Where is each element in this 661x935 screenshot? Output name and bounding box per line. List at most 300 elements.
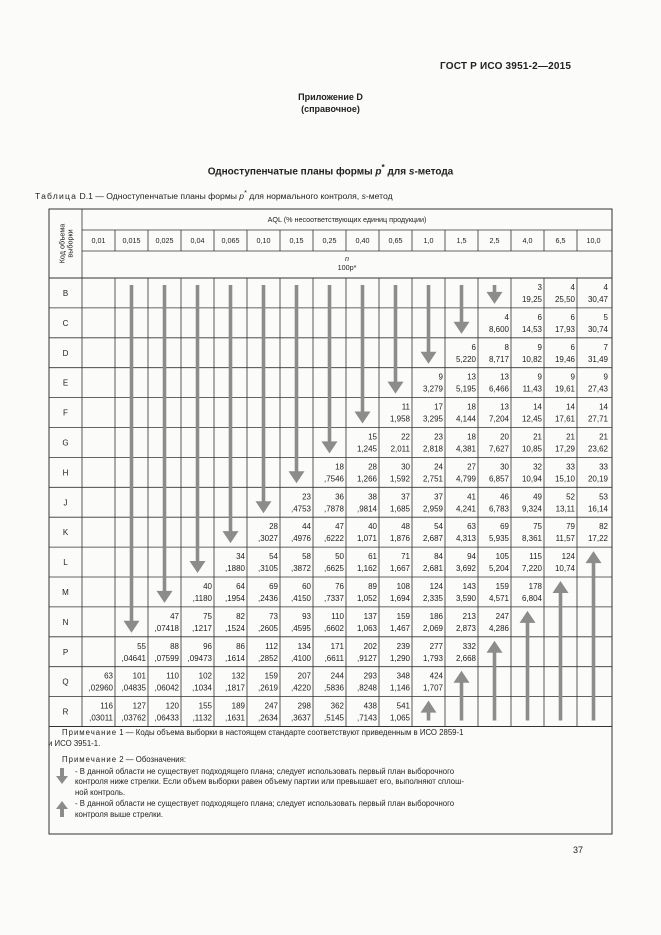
sample-size-n: 50 xyxy=(335,552,344,562)
down-arrow-icon xyxy=(289,285,305,483)
sample-size-n: 8 xyxy=(504,342,509,352)
sample-size-n: 40 xyxy=(368,522,377,532)
up-arrow-icon xyxy=(56,801,68,817)
down-arrow-icon xyxy=(157,285,173,603)
sample-size-n: 82 xyxy=(236,611,245,621)
sample-size-n: 9 xyxy=(603,372,608,382)
p-star-value: 1,063 xyxy=(356,623,377,633)
aql-value: 1,5 xyxy=(456,236,467,245)
up-arrow-icon xyxy=(586,551,602,720)
p-star-value: 16,14 xyxy=(587,504,608,514)
p-star-value: ,1880 xyxy=(224,564,245,574)
sample-size-n: 49 xyxy=(533,492,542,502)
sample-size-code: P xyxy=(62,647,69,657)
p-star-value: ,6222 xyxy=(323,534,344,544)
sample-size-n: 73 xyxy=(269,611,278,621)
sample-size-n: 11 xyxy=(401,402,410,412)
up-arrow-icon xyxy=(454,671,470,721)
sample-size-n: 40 xyxy=(203,582,212,591)
p-star-value: 5,195 xyxy=(455,384,476,394)
aql-value: 0,065 xyxy=(221,236,240,245)
sample-size-n: 55 xyxy=(137,641,146,651)
sample-size-n: 6 xyxy=(471,342,476,352)
down-arrow-icon xyxy=(454,285,470,334)
down-arrow-icon xyxy=(322,285,338,453)
p-star-value: 2,687 xyxy=(422,534,443,544)
sample-size-n: 53 xyxy=(599,492,608,502)
p-star-value: 11,43 xyxy=(522,384,542,394)
sample-size-n: 88 xyxy=(170,641,179,651)
sample-size-code: E xyxy=(62,378,69,388)
sample-size-n: 76 xyxy=(335,582,344,591)
down-arrow-icon xyxy=(190,285,206,573)
p-star-value: 1,290 xyxy=(389,653,410,663)
p-star-value: 3,279 xyxy=(422,384,443,394)
notes-block xyxy=(48,728,464,820)
aql-value: 0,25 xyxy=(322,236,337,245)
sample-size-n: 69 xyxy=(500,522,509,532)
sample-size-code: R xyxy=(62,707,69,717)
sample-size-n: 108 xyxy=(396,582,410,591)
p-star-value: ,6625 xyxy=(323,564,344,574)
aql-value: 0,40 xyxy=(355,236,370,245)
sample-size-n: 348 xyxy=(396,671,410,681)
p-star-value: 5,935 xyxy=(488,534,509,544)
p-star-value: 23,62 xyxy=(587,444,608,454)
sample-size-n: 124 xyxy=(561,552,575,562)
p-star-value: 2,668 xyxy=(455,653,476,663)
sample-size-n: 541 xyxy=(396,701,410,711)
aql-value: 2,5 xyxy=(489,236,500,245)
p-star-value: ,06433 xyxy=(154,713,179,723)
down-arrow-icon xyxy=(56,768,68,784)
p-star-value: 11,57 xyxy=(555,534,575,544)
p-star-value: 2,751 xyxy=(422,474,443,484)
p-star-value: ,1217 xyxy=(191,623,212,633)
sample-size-n: 54 xyxy=(434,522,443,532)
aql-value: 0,15 xyxy=(289,236,304,245)
p-star-value: 10,74 xyxy=(554,564,575,574)
aql-value: 1,0 xyxy=(423,236,434,245)
sample-size-n: 171 xyxy=(330,641,344,651)
p-star-value: 8,361 xyxy=(521,534,542,544)
p-star-value: 27,43 xyxy=(587,384,608,394)
aql-value: 4,0 xyxy=(522,236,533,245)
up-arrow-icon xyxy=(487,641,503,721)
p-star-value: ,2436 xyxy=(257,594,278,603)
sample-size-n: 30 xyxy=(401,462,410,472)
p-star-value: ,1614 xyxy=(224,653,245,663)
aql-value: 0,015 xyxy=(122,236,141,245)
p-star-value: 1,876 xyxy=(389,534,410,544)
sample-size-n: 159 xyxy=(396,611,410,621)
sample-size-n: 143 xyxy=(462,582,476,591)
note-2: Примечание 2 — Обозначения: xyxy=(62,755,187,764)
p-star-value: 1,071 xyxy=(356,534,377,544)
p-star-value: 17,29 xyxy=(554,444,575,454)
sample-size-code: M xyxy=(62,587,69,597)
p-star-value: 6,804 xyxy=(521,594,542,603)
p-star-value: 2,335 xyxy=(422,594,443,603)
p-star-value: 1,667 xyxy=(389,564,410,574)
sample-size-n: 21 xyxy=(533,432,542,442)
p-star-value: 3,590 xyxy=(455,594,476,603)
p-star-value: 30,47 xyxy=(587,295,608,304)
p-star-value: 6,466 xyxy=(488,384,509,394)
p-star-value: ,1954 xyxy=(224,594,245,603)
sample-size-n: 79 xyxy=(566,522,575,532)
sample-size-n: 244 xyxy=(330,671,344,681)
p-star-value: ,7546 xyxy=(323,474,344,484)
p-star-value: ,02960 xyxy=(88,683,113,693)
p-star-value: ,2852 xyxy=(257,653,278,663)
p-star-value: 6,857 xyxy=(488,474,509,484)
sample-size-n: 6 xyxy=(537,312,542,322)
sample-size-n: 7 xyxy=(603,342,608,352)
sample-size-n: 41 xyxy=(467,492,476,502)
p-star-value: 5,204 xyxy=(488,564,509,574)
p-star-value: ,03011 xyxy=(89,713,113,723)
p-star-value: 19,61 xyxy=(554,384,575,394)
p-star-value: ,1631 xyxy=(224,713,245,723)
sample-size-n: 37 xyxy=(434,492,443,502)
sample-size-n: 58 xyxy=(302,552,311,562)
p-star-value: ,07418 xyxy=(154,623,179,633)
p-star-value: ,9127 xyxy=(356,653,377,663)
sample-size-n: 13 xyxy=(500,372,509,382)
p-star-value: 5,220 xyxy=(455,354,476,364)
p-star-value: 1,467 xyxy=(389,623,410,633)
down-arrow-icon xyxy=(421,285,437,364)
p-star-value: 12,45 xyxy=(521,414,542,424)
p-star-value: 1,707 xyxy=(422,683,443,693)
sample-size-n: 69 xyxy=(269,582,278,591)
sample-size-n: 47 xyxy=(170,611,179,621)
p-star-value: ,1524 xyxy=(224,623,245,633)
p-star-value: ,5145 xyxy=(323,713,344,723)
down-arrow-icon xyxy=(256,285,272,513)
p-star-value: ,8248 xyxy=(356,683,377,693)
sample-size-n: 30 xyxy=(500,462,509,472)
sample-size-n: 332 xyxy=(462,641,476,651)
p-star-value: ,04641 xyxy=(121,653,146,663)
sample-size-code: C xyxy=(62,318,69,328)
p-star-value: 2,069 xyxy=(422,623,443,633)
p-star-value: 4,313 xyxy=(455,534,476,544)
sample-size-n: 4 xyxy=(504,312,509,322)
p-star-value: ,6602 xyxy=(323,623,344,633)
p-star-value: ,2619 xyxy=(257,683,278,693)
p-star-value: ,06042 xyxy=(154,683,179,693)
p-star-value: ,9814 xyxy=(356,504,377,514)
table-caption: Таблица D.1 — Одноступенчатые планы формы p* для нормального контроля, s-метод xyxy=(35,189,393,201)
sample-size-n: 159 xyxy=(264,671,278,681)
sample-size-n: 94 xyxy=(467,552,476,562)
p-star-value: ,1817 xyxy=(224,683,245,693)
p-star-value: 8,600 xyxy=(488,324,509,334)
sample-size-n: 186 xyxy=(429,611,443,621)
sample-size-n: 27 xyxy=(467,462,476,472)
sample-size-n: 14 xyxy=(566,402,575,412)
sample-size-n: 4 xyxy=(603,283,608,292)
p-star-value: 25,50 xyxy=(554,295,575,304)
sample-size-n: 28 xyxy=(269,522,278,532)
page-number: 37 xyxy=(573,845,584,855)
aql-value: 6,5 xyxy=(555,236,566,245)
p-star-value: ,7143 xyxy=(356,713,377,723)
sample-size-n: 110 xyxy=(331,611,344,621)
sample-size-code: K xyxy=(62,528,69,538)
p-star-value: 7,204 xyxy=(488,414,509,424)
sample-size-n: 20 xyxy=(500,432,509,442)
p-star-value: ,03762 xyxy=(121,713,146,723)
p-star-value: 9,324 xyxy=(521,504,542,514)
sample-size-n: 60 xyxy=(302,582,311,591)
p-star-value: 4,241 xyxy=(455,504,476,514)
sample-size-n: 89 xyxy=(368,582,377,591)
sample-size-n: 14 xyxy=(599,402,608,412)
sample-size-n: 23 xyxy=(302,492,311,502)
p-star-value: 31,49 xyxy=(587,354,608,364)
p-star-value: 19,46 xyxy=(554,354,575,364)
p-star-value: 17,93 xyxy=(554,324,575,334)
p-star-value: ,3872 xyxy=(290,564,311,574)
standard-number: ГОСТ Р ИСО 3951-2—2015 xyxy=(440,61,572,72)
p-star-value: ,6611 xyxy=(324,653,344,663)
sample-size-n: 9 xyxy=(438,372,443,382)
sample-size-n: 36 xyxy=(335,492,344,502)
sample-size-n: 112 xyxy=(265,641,278,651)
sample-size-n: 105 xyxy=(495,552,509,562)
p-star-value: ,4100 xyxy=(290,653,311,663)
sample-size-n: 202 xyxy=(363,641,377,651)
sample-size-code: N xyxy=(62,617,69,627)
sample-size-n: 4 xyxy=(570,283,575,292)
sample-size-n: 9 xyxy=(537,342,542,352)
p-star-value: 10,82 xyxy=(521,354,542,364)
aql-value: 0,04 xyxy=(190,236,205,245)
n-label: n xyxy=(345,254,349,263)
p-star-value: 1,592 xyxy=(389,474,410,484)
sample-size-n: 75 xyxy=(203,611,212,621)
p-star-value: 1,065 xyxy=(389,713,410,723)
sample-size-n: 239 xyxy=(396,641,410,651)
sample-size-n: 213 xyxy=(462,611,476,621)
sample-size-n: 28 xyxy=(368,462,377,472)
sample-size-n: 15 xyxy=(368,432,377,442)
sample-size-n: 207 xyxy=(297,671,311,681)
sample-size-n: 47 xyxy=(335,522,344,532)
p-star-value: ,3637 xyxy=(290,713,311,723)
p-star-value: 2,681 xyxy=(422,564,443,574)
down-arrow-icon xyxy=(124,285,140,633)
p-star-value: ,4150 xyxy=(290,594,311,603)
sample-size-n: 424 xyxy=(429,671,443,681)
p-star-value: ,5836 xyxy=(323,683,344,693)
note-1-cont: и ИСО 3951-1. xyxy=(48,738,101,748)
sample-size-n: 52 xyxy=(566,492,575,502)
sample-size-n: 34 xyxy=(236,552,245,562)
sample-size-n: 14 xyxy=(533,402,542,412)
sample-size-n: 298 xyxy=(297,701,311,711)
sample-size-n: 5 xyxy=(603,312,608,322)
aql-value: 0,01 xyxy=(91,236,106,245)
p-star-value: 19,25 xyxy=(521,295,542,304)
sample-size-n: 93 xyxy=(302,611,311,621)
p-label: 100p* xyxy=(337,263,357,272)
sample-size-n: 127 xyxy=(132,701,146,711)
sample-size-n: 96 xyxy=(203,641,212,651)
p-star-value: ,1034 xyxy=(191,683,212,693)
p-star-value: 1,146 xyxy=(389,683,410,693)
sample-size-n: 23 xyxy=(434,432,443,442)
p-star-value: 1,694 xyxy=(389,594,410,603)
p-star-value: ,7337 xyxy=(323,594,344,603)
p-star-value: ,3105 xyxy=(257,564,278,574)
down-arrow-icon xyxy=(355,285,371,424)
sample-size-n: 155 xyxy=(198,701,212,711)
p-star-value: 1,685 xyxy=(389,504,410,514)
down-arrow-icon xyxy=(388,285,404,394)
sample-size-n: 82 xyxy=(599,522,608,532)
p-star-value: 15,10 xyxy=(554,474,575,484)
sample-size-n: 33 xyxy=(566,462,575,472)
sample-size-n: 71 xyxy=(401,552,410,562)
sample-size-code: D xyxy=(62,348,69,358)
sample-size-n: 137 xyxy=(363,611,377,621)
sample-size-n: 63 xyxy=(467,522,476,532)
p-star-value: 3,692 xyxy=(455,564,476,574)
sample-size-n: 362 xyxy=(330,701,344,711)
sample-size-n: 178 xyxy=(528,582,542,591)
sample-size-n: 32 xyxy=(533,462,542,472)
legend-down: - В данной области не существует подходящего плана; следует использовать первый план выборочного контроля ниже стрелки. Если объем выборки равен объему партии или превышает его, выполняют сплош- ной контроль. xyxy=(75,767,464,799)
p-star-value: 7,220 xyxy=(521,564,542,574)
sample-size-n: 13 xyxy=(467,372,476,382)
sample-size-n: 6 xyxy=(570,342,575,352)
sample-size-n: 21 xyxy=(566,432,575,442)
p-star-value: ,4753 xyxy=(290,504,311,514)
sample-size-n: 46 xyxy=(500,492,509,502)
annex-title: Приложение D xyxy=(298,92,363,102)
p-star-value: 10,85 xyxy=(521,444,542,454)
p-star-value: 17,22 xyxy=(587,534,608,544)
down-arrow-icon xyxy=(487,285,503,304)
sample-size-code: J xyxy=(63,498,68,508)
sample-size-n: 38 xyxy=(368,492,377,502)
p-star-value: ,7878 xyxy=(323,504,344,514)
sample-size-n: 3 xyxy=(537,283,542,292)
sample-size-n: 120 xyxy=(165,701,179,711)
p-star-value: 2,873 xyxy=(455,623,476,633)
sample-size-n: 44 xyxy=(302,522,311,532)
p-star-value: 6,783 xyxy=(488,504,509,514)
sample-size-n: 134 xyxy=(297,641,311,651)
sample-size-n: 54 xyxy=(269,552,278,562)
p-star-value: 4,381 xyxy=(455,444,476,454)
sample-size-code: F xyxy=(63,408,68,418)
sample-size-n: 18 xyxy=(467,432,476,442)
sample-size-n: 24 xyxy=(434,462,443,472)
sample-size-code: G xyxy=(62,438,69,448)
p-star-value: ,3027 xyxy=(257,534,278,544)
aql-header: AQL (% несоответствующих единиц продукции) xyxy=(267,215,427,224)
sample-size-n: 247 xyxy=(264,701,278,711)
p-star-value: ,04835 xyxy=(121,683,146,693)
sample-size-code: Q xyxy=(62,677,69,687)
corner-label: Код объемавыборки xyxy=(57,223,75,264)
p-star-value: 13,11 xyxy=(555,504,575,514)
annex-subtitle: (справочное) xyxy=(301,104,360,114)
p-star-value: ,4595 xyxy=(290,623,311,633)
sample-size-n: 277 xyxy=(429,641,443,651)
p-star-value: ,1132 xyxy=(192,713,212,723)
aql-value: 0,65 xyxy=(388,236,403,245)
up-arrow-icon xyxy=(421,701,437,721)
p-star-value: 7,627 xyxy=(488,444,509,454)
sample-size-n: 159 xyxy=(495,582,509,591)
p-star-value: 30,74 xyxy=(587,324,608,334)
sample-size-n: 48 xyxy=(401,522,410,532)
up-arrow-icon xyxy=(520,611,536,721)
p-star-value: 3,295 xyxy=(422,414,443,424)
p-star-value: 4,144 xyxy=(455,414,476,424)
p-star-value: 4,799 xyxy=(455,474,476,484)
sample-size-n: 63 xyxy=(104,671,113,681)
p-star-value: ,4976 xyxy=(290,534,311,544)
p-star-value: ,2634 xyxy=(257,713,278,723)
down-arrow-icon xyxy=(223,285,239,543)
up-arrow-icon xyxy=(553,581,569,721)
sample-size-n: 22 xyxy=(401,432,410,442)
aql-value: 0,025 xyxy=(155,236,174,245)
p-star-value: 1,052 xyxy=(356,594,377,603)
sample-size-n: 132 xyxy=(231,671,245,681)
sample-size-n: 86 xyxy=(236,641,245,651)
p-star-value: 1,245 xyxy=(356,444,377,454)
sample-size-n: 101 xyxy=(132,671,146,681)
note-1: Примечание 1 — Коды объема выборки в настоящем стандарте соответствуют приведенным в ИСО 2859-1 xyxy=(62,728,464,737)
p-star-value: 1,162 xyxy=(356,564,377,574)
sample-size-n: 115 xyxy=(529,552,542,562)
section-title: Одноступенчатые планы формы p* для s-метода xyxy=(207,162,454,178)
sample-size-n: 9 xyxy=(570,372,575,382)
sample-size-n: 124 xyxy=(429,582,443,591)
p-star-value: ,4220 xyxy=(290,683,311,693)
sample-size-n: 64 xyxy=(236,582,245,591)
sample-size-n: 21 xyxy=(599,432,608,442)
sample-size-n: 18 xyxy=(335,462,344,472)
sample-size-n: 75 xyxy=(533,522,542,532)
p-star-value: 1,958 xyxy=(389,414,410,424)
p-star-value: 17,61 xyxy=(554,414,575,424)
sample-size-n: 293 xyxy=(363,671,377,681)
aql-value: 10,0 xyxy=(586,236,601,245)
p-star-value: 14,53 xyxy=(521,324,542,334)
sample-size-n: 102 xyxy=(198,671,212,681)
sample-size-n: 18 xyxy=(467,402,476,412)
p-star-value: 4,286 xyxy=(488,623,509,633)
p-star-value: 2,818 xyxy=(422,444,443,454)
aql-value: 0,10 xyxy=(256,236,271,245)
sample-size-n: 37 xyxy=(401,492,410,502)
sample-size-n: 438 xyxy=(363,701,377,711)
sample-size-n: 116 xyxy=(100,701,113,711)
sample-size-n: 84 xyxy=(434,552,443,562)
p-star-value: ,1180 xyxy=(192,594,212,603)
sample-size-code: L xyxy=(63,558,68,568)
sample-size-n: 13 xyxy=(500,402,509,412)
